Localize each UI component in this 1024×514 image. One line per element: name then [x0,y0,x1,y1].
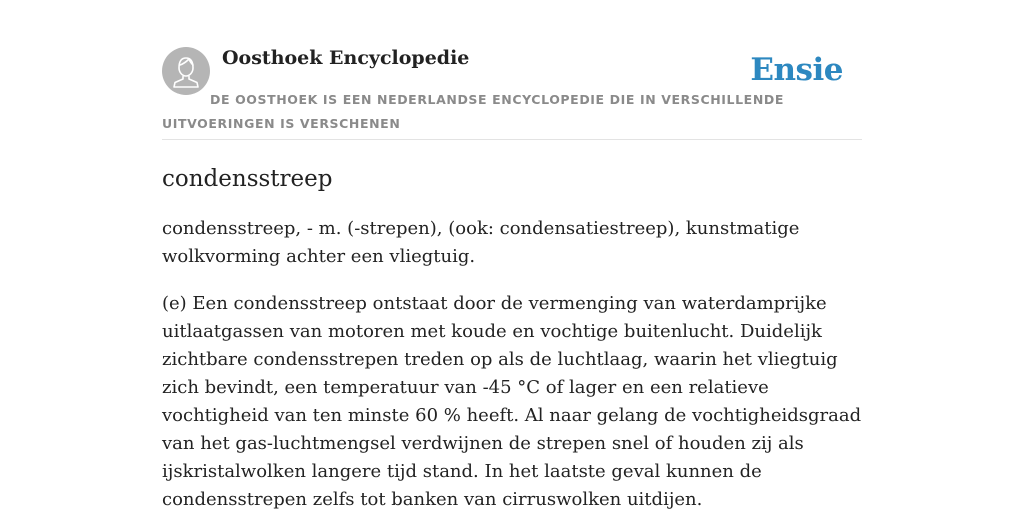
entry-paragraph: (e) Een condensstreep ontstaat door de vermenging van waterdamprijke uitlaatgassen van motoren met koude en vochtige buitenlucht. Duidelijk zichtbare condensstrepen treden op als de luchtlaag, waarin het vliegtuig zich bevindt, een temperatuur van -45 °C of lager en een relatieve vochtigheid van ten minste 60 % heeft. Al naar gelang de vochtigheidsgraad van het gas-luchtmengsel verdwijnen de strepen snel of houden zij als ijskristalwolken langere tijd stand. In het laatste geval kunnen de condensstrepen zelfs tot banken van cirruswolken uitdijen. [162,293,862,510]
entry-content [162,160,862,514]
entry-title: condensstreep [162,166,333,192]
entry-paragraph: condensstreep, - m. (-strepen), (ook: condensatiestreep), kunstmatige wolkvorming achter een vliegtuig. [162,218,800,267]
site-description: DE OOSTHOEK IS EEN NEDERLANDSE ENCYCLOPEDIE DIE IN VERSCHILLENDE UITVOERINGEN IS VERSCHENEN [162,92,784,131]
ensie-logo[interactable]: Ensie [750,52,843,88]
page [162,0,862,510]
site-name[interactable]: Oosthoek Encyclopedie [222,47,470,69]
site-header [162,0,862,140]
